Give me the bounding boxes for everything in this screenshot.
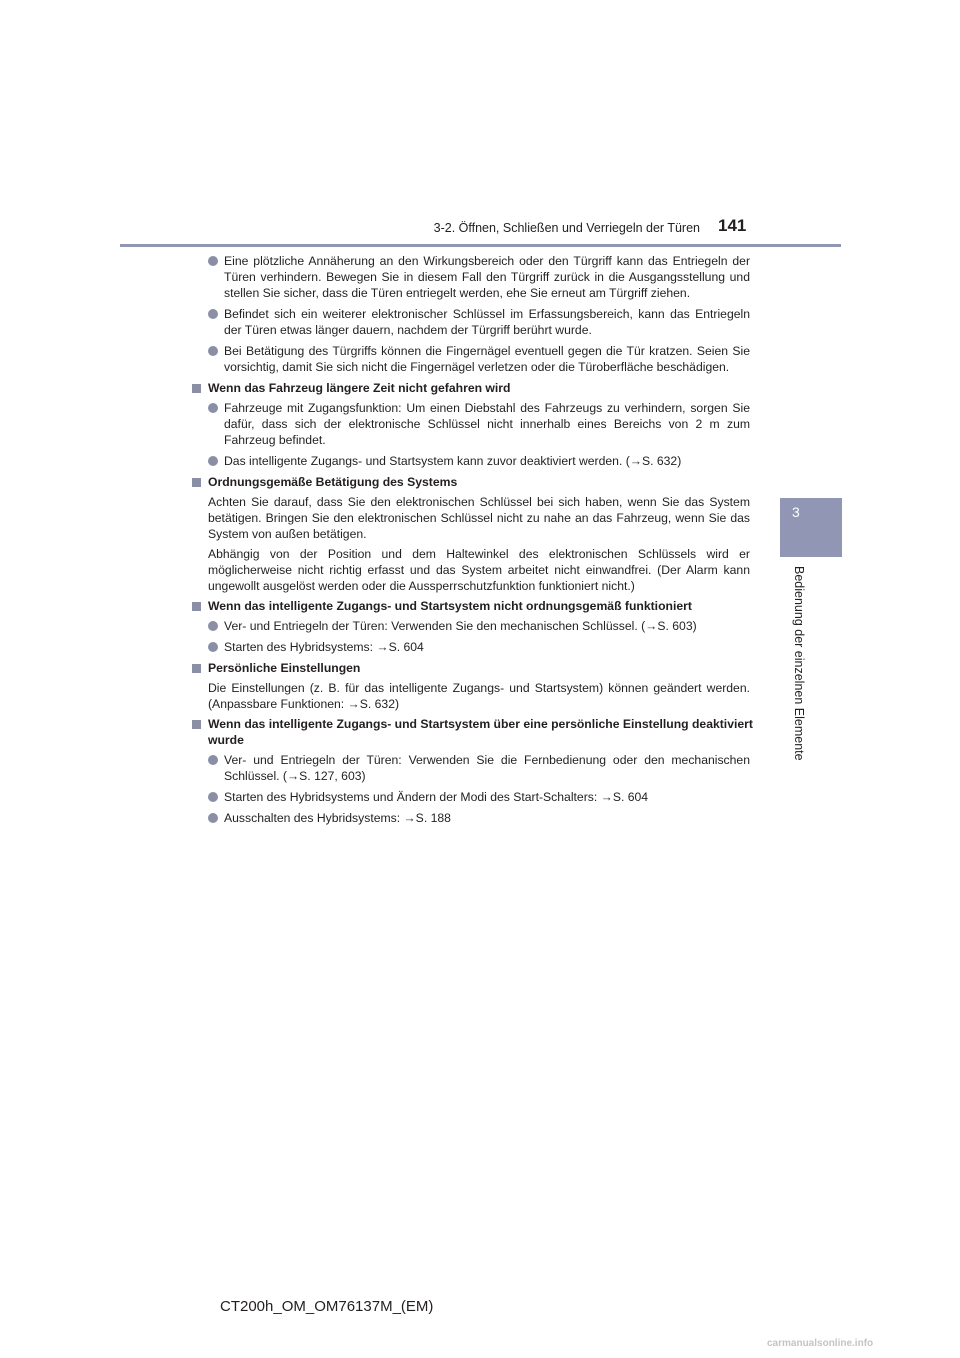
bullet-icon [208, 642, 218, 652]
list-item-text: Das intelligente Zugangs- und Startsystem kann zuvor deaktiviert werden. (→S. 632) [224, 454, 682, 468]
paragraph: Abhängig von der Position und dem Haltewinkel des elektronischen Schlüssels wird er möglicherweise nicht richtig erfasst und das System arbeitet nicht einwandfrei. (Der Alarm kann ungewollt ausgelöst werden oder die Aussperrschutzfunktion funktioniert nicht.) [208, 547, 750, 593]
chapter-title: 3-2. Öffnen, Schließen und Verriegeln der Türen [433, 221, 700, 235]
bullet-icon [208, 813, 218, 823]
list-item-text: Fahrzeuge mit Zugangsfunktion: Um einen Diebstahl des Fahrzeugs zu verhindern, sorgen Sie dafür, dass sich der elektronische Schlüssel nicht innerhalb eines Bereichs von 2 m zum Fahrzeug befindet. [224, 401, 750, 447]
section-heading-text: Wenn das Fahrzeug längere Zeit nicht gefahren wird [208, 381, 511, 395]
section-proper-operation [208, 474, 750, 594]
square-bullet-icon [192, 384, 201, 393]
section-heading [191, 380, 767, 396]
square-bullet-icon [192, 602, 201, 611]
watermark: carmanualsonline.info [767, 1338, 874, 1349]
page-number: 141 [718, 216, 747, 235]
paragraph: Die Einstellungen (z. B. für das intelligente Zugangs- und Startsystem) können geändert werden. (Anpassbare Funktionen: →S. 632) [208, 681, 750, 711]
list-item [208, 400, 750, 448]
square-bullet-icon [192, 720, 201, 729]
bullet-icon [208, 309, 218, 319]
list-item [208, 752, 750, 784]
chapter-tab [780, 498, 842, 557]
section-deactivated [208, 716, 753, 826]
section-heading [191, 716, 767, 748]
section-heading-text: Ordnungsgemäße Betätigung des Systems [208, 475, 458, 489]
bullet-icon [208, 256, 218, 266]
list-item [208, 306, 750, 338]
list-item-text: Bei Betätigung des Türgriffs können die Fingernägel eventuell gegen die Tür kratzen. Seien Sie vorsichtig, damit Sie sich nicht die Fingernägel verletzen oder die Türoberfläche beschädigen. [224, 344, 750, 374]
list-item-text: Ver- und Entriegeln der Türen: Verwenden Sie die Fernbedienung oder den mechanischen Schlüssel. (→S. 127, 603) [224, 753, 750, 783]
section-heading-text: Wenn das intelligente Zugangs- und Startsystem über eine persönliche Einstellung deaktiviert wurde [208, 717, 753, 747]
main-content [208, 253, 753, 831]
section-heading [191, 474, 767, 490]
bullet-icon [208, 755, 218, 765]
document-code: CT200h_OM_OM76137M_(EM) [220, 1298, 434, 1315]
square-bullet-icon [192, 664, 201, 673]
header-divider [120, 244, 841, 247]
list-item-text: Ver- und Entriegeln der Türen: Verwenden Sie den mechanischen Schlüssel. (→S. 603) [224, 619, 697, 633]
bullet-icon [208, 792, 218, 802]
section-heading [191, 660, 767, 676]
list-item [208, 639, 750, 655]
list-item [208, 453, 750, 469]
section-vehicle-not-driven [208, 380, 750, 469]
square-bullet-icon [192, 478, 201, 487]
list-item-text: Ausschalten des Hybridsystems: →S. 188 [224, 811, 451, 825]
list-item [208, 343, 750, 375]
list-item [208, 253, 750, 301]
chapter-tab-number: 3 [792, 504, 800, 520]
section-heading-text: Persönliche Einstellungen [208, 661, 361, 675]
list-item-text: Starten des Hybridsystems: →S. 604 [224, 640, 424, 654]
list-item-text: Eine plötzliche Annäherung an den Wirkungsbereich oder den Türgriff kann das Entriegeln der Türen verhindern. Bewegen Sie in diesem Fall den Türgriff zurück in die Ausgangsstellung und stellen Sie sicher, dass die Türen entriegelt werden, ehe Sie erneut am Türgriff ziehen. [224, 254, 750, 300]
section-heading-text: Wenn das intelligente Zugangs- und Startsystem nicht ordnungsgemäß funktioniert [208, 599, 692, 613]
list-item-text: Befindet sich ein weiterer elektronischer Schlüssel im Erfassungsbereich, kann das Entriegeln der Türen etwas länger dauern, nachdem der Türgriff berührt wurde. [224, 307, 750, 337]
chapter-tab-label: Bedienung der einzelnen Elemente [792, 566, 806, 761]
section-malfunction [208, 598, 750, 655]
list-item [208, 810, 750, 826]
paragraph: Achten Sie darauf, dass Sie den elektronischen Schlüssel bei sich haben, wenn Sie das System betätigen. Bringen Sie den elektronischen Schlüssel nicht zu nahe an das Fahrzeug, wenn Sie das System von außen betätigen. [208, 495, 750, 541]
section-heading [191, 598, 767, 614]
bullet-icon [208, 346, 218, 356]
bullet-icon [208, 403, 218, 413]
list-item [208, 789, 750, 805]
bullet-icon [208, 456, 218, 466]
list-item-text: Starten des Hybridsystems und Ändern der Modi des Start-Schalters: →S. 604 [224, 790, 649, 804]
section-personal-settings [208, 660, 750, 712]
bullet-icon [208, 621, 218, 631]
list-item [208, 618, 750, 634]
